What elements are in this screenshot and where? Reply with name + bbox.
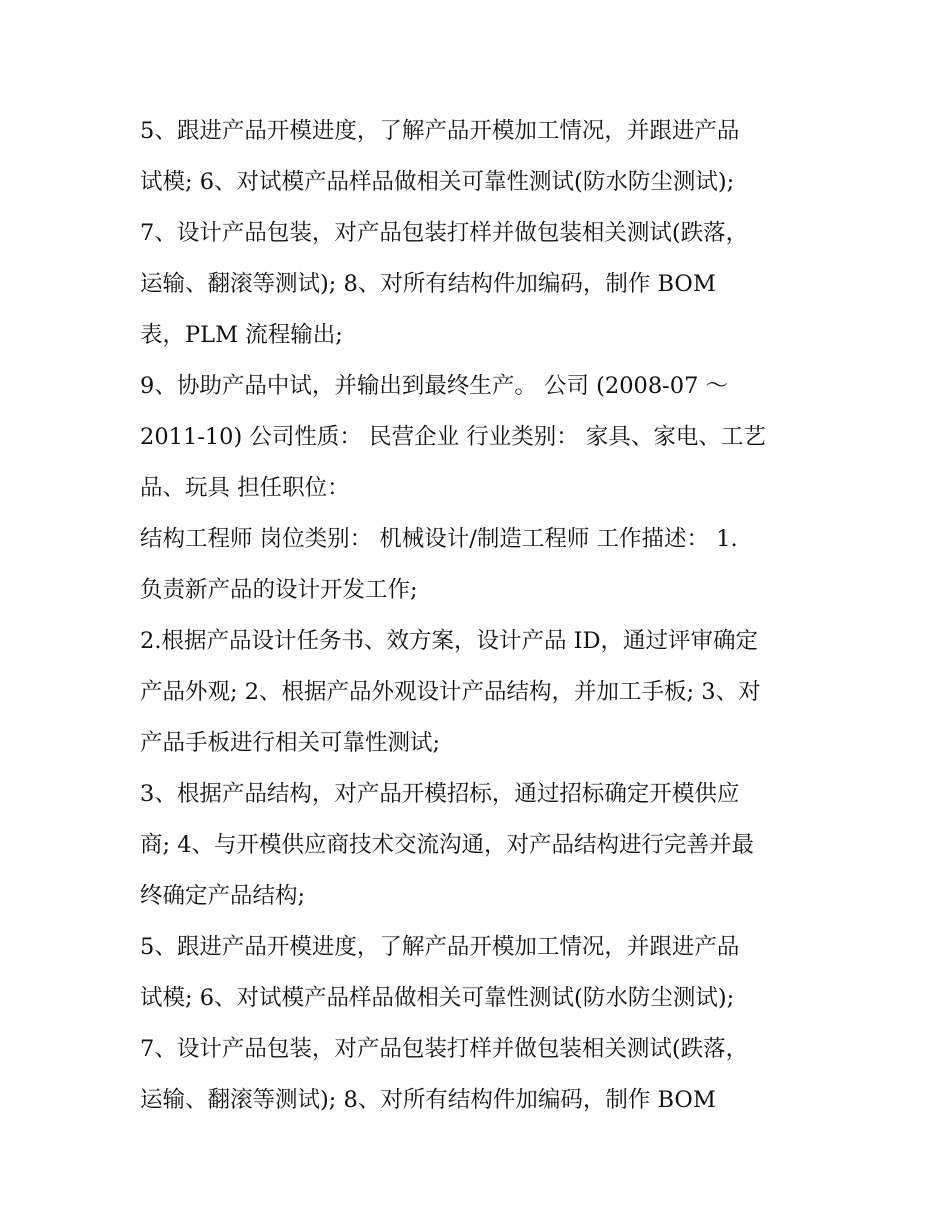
- text-line: 产品手板进行相关可靠性测试;: [140, 730, 441, 756]
- document-body: [140, 106, 830, 1126]
- text-line: 5、跟进产品开模进度，了解产品开模加工情况，并跟进产品: [140, 934, 740, 960]
- text-line: 产品外观; 2、根据产品外观设计产品结构，并加工手板; 3、对: [140, 679, 761, 705]
- text-line: 运输、翻滚等测试); 8、对所有结构件加编码，制作 BOM: [140, 271, 716, 297]
- text-line: 5、跟进产品开模进度，了解产品开模加工情况，并跟进产品: [140, 118, 740, 144]
- text-line: 品、玩具 担任职位：: [140, 475, 350, 501]
- text-line: 9、协助产品中试，并输出到最终生产。 公司 (2008-07 ～: [140, 373, 729, 399]
- text-line: 表，PLM 流程输出;: [140, 322, 343, 348]
- text-line: 7、设计产品包装，对产品包装打样并做包装相关测试(跌落，: [140, 1036, 749, 1062]
- text-line: 结构工程师 岗位类别： 机械设计/制造工程师 工作描述： 1.: [140, 526, 738, 552]
- text-line: 终确定产品结构;: [140, 883, 306, 909]
- text-line: 试模; 6、对试模产品样品做相关可靠性测试(防水防尘测试);: [140, 169, 735, 195]
- text-line: 2011-10) 公司性质： 民营企业 行业类别： 家具、家电、工艺: [140, 424, 766, 450]
- text-line: 3、根据产品结构，对产品开模招标，通过招标确定开模供应: [140, 781, 740, 807]
- text-line: 7、设计产品包装，对产品包装打样并做包装相关测试(跌落，: [140, 220, 749, 246]
- text-line: 运输、翻滚等测试); 8、对所有结构件加编码，制作 BOM: [140, 1087, 716, 1113]
- text-line: 2.根据产品设计任务书、效方案，设计产品 ID，通过评审确定: [140, 628, 759, 654]
- text-line: 试模; 6、对试模产品样品做相关可靠性测试(防水防尘测试);: [140, 985, 735, 1011]
- text-line: 商; 4、与开模供应商技术交流沟通，对产品结构进行完善并最: [140, 832, 755, 858]
- text-line: 负责新产品的设计开发工作;: [140, 577, 418, 603]
